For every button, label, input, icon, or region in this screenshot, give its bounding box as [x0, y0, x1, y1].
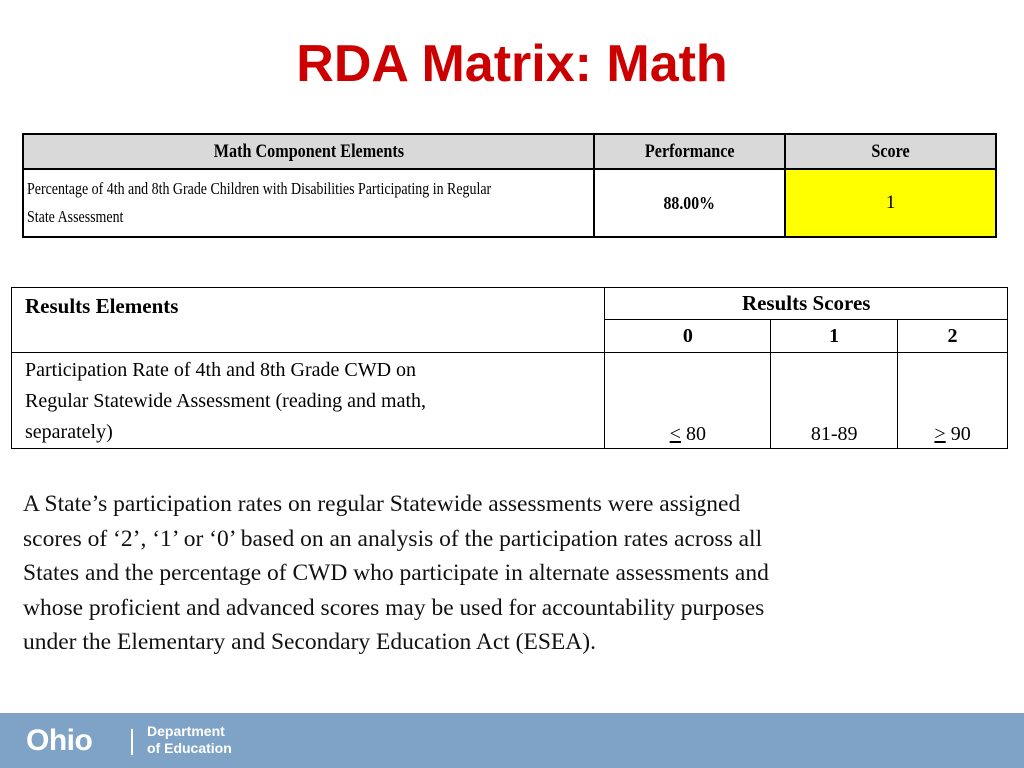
paragraph-line: whose proficient and advanced scores may be used for accountability purposes: [23, 594, 765, 621]
paragraph-line: States and the percentage of CWD who participate in alternate assessments and: [23, 560, 769, 586]
score-level-0: 0: [605, 320, 771, 353]
paragraph-line: A State’s participation rates on regular Statewide assessments were assigned: [23, 491, 741, 517]
table-row: [12, 353, 1008, 449]
math-component-table: [22, 133, 997, 238]
header-results-scores: Results Scores: [605, 288, 1008, 320]
table-header-row: [23, 134, 996, 169]
table-row: [23, 169, 996, 237]
header-results-elements: Results Elements: [12, 288, 605, 353]
footer-bar: [0, 713, 1024, 768]
component-element-cell: Percentage of 4th and 8th Grade Children with Disabilities Participating in Regular State Assessment: [23, 169, 594, 237]
ohio-logo: Ohio: [26, 724, 93, 757]
range-score-1: 81-89: [771, 353, 898, 449]
header-score: Score: [785, 134, 996, 169]
score-level-1: 1: [771, 320, 898, 353]
score-value: 1: [785, 169, 996, 237]
results-table: [11, 287, 1008, 449]
department-label: Department of Education: [147, 723, 232, 756]
explanation-paragraph: [23, 487, 1008, 660]
performance-value: 88.00%: [594, 169, 785, 237]
paragraph-line: under the Elementary and Secondary Education Act (ESEA).: [23, 629, 596, 655]
score-level-2: 2: [898, 320, 1008, 353]
range-score-0: < 80: [605, 353, 771, 449]
header-performance: Performance: [594, 134, 785, 169]
paragraph-line: scores of ‘2’, ‘1’ or ‘0’ based on an analysis of the participation rates across all: [23, 525, 763, 552]
results-element-cell: Participation Rate of 4th and 8th Grade CWD on Regular Statewide Assessment (reading and math, separately): [12, 353, 605, 449]
logo-divider: [131, 729, 133, 755]
header-math-component-elements: Math Component Elements: [23, 134, 594, 169]
range-score-2: > 90: [898, 353, 1008, 449]
slide-title: RDA Matrix: Math: [296, 35, 728, 93]
